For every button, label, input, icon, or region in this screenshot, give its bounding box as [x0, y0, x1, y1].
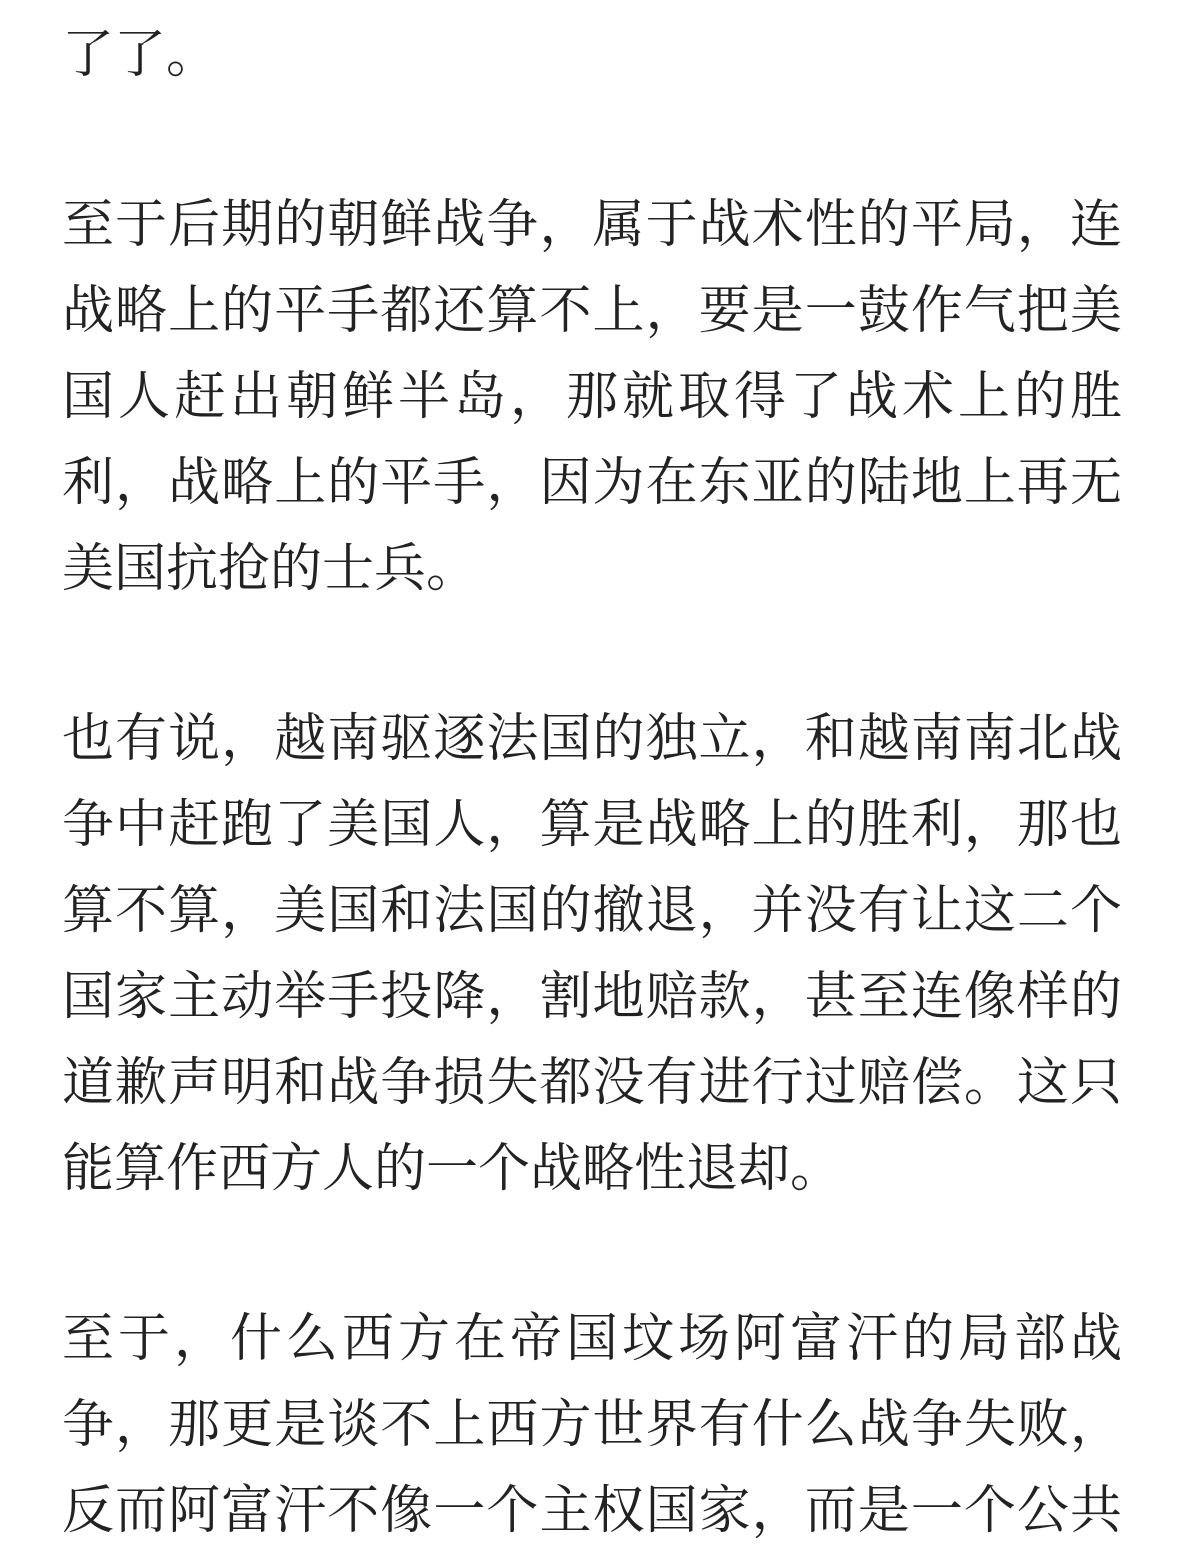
paragraph-2 — [62, 182, 1122, 612]
paragraph-gap — [62, 98, 1122, 182]
text-line: 争中赶跑了美国人，算是战略上的胜利，那也 — [62, 795, 1122, 855]
text-line: 美国抗抢的士兵。 — [62, 539, 479, 599]
paragraph-gap — [62, 1212, 1122, 1296]
paragraph-gap — [62, 612, 1122, 696]
text-line: 争，那更是谈不上西方世界有什么战争失败， — [62, 1395, 1122, 1455]
text-line: 国人赶出朝鲜半岛，那就取得了战术上的胜 — [62, 367, 1122, 427]
paragraph-3 — [62, 696, 1122, 1212]
article-body — [62, 0, 1122, 1554]
paragraph-4 — [62, 1296, 1122, 1554]
text-line: 也有说，越南驱逐法国的独立，和越南南北战 — [62, 709, 1122, 769]
text-line: 利，战略上的平手，因为在东亚的陆地上再无 — [62, 453, 1122, 513]
text-line: 算不算，美国和法国的撤退，并没有让这二个 — [62, 881, 1122, 941]
text-line: 至于后期的朝鲜战争，属于战术性的平局，连 — [62, 195, 1122, 255]
text-line: 至于，什么西方在帝国坟场阿富汗的局部战 — [62, 1309, 1122, 1369]
text-line: 战略上的平手都还算不上，要是一鼓作气把美 — [62, 281, 1122, 341]
text-line: 了了。 — [62, 25, 219, 85]
paragraph-1 — [62, 12, 1122, 98]
text-line: 能算作西方人的一个战略性退却。 — [62, 1139, 843, 1199]
text-line: 反而阿富汗不像一个主权国家，而是一个公共 — [62, 1481, 1122, 1541]
text-line: 国家主动举手投降，割地赔款，甚至连像样的 — [62, 967, 1122, 1027]
text-line: 道歉声明和战争损失都没有进行过赔偿。这只 — [62, 1053, 1122, 1113]
